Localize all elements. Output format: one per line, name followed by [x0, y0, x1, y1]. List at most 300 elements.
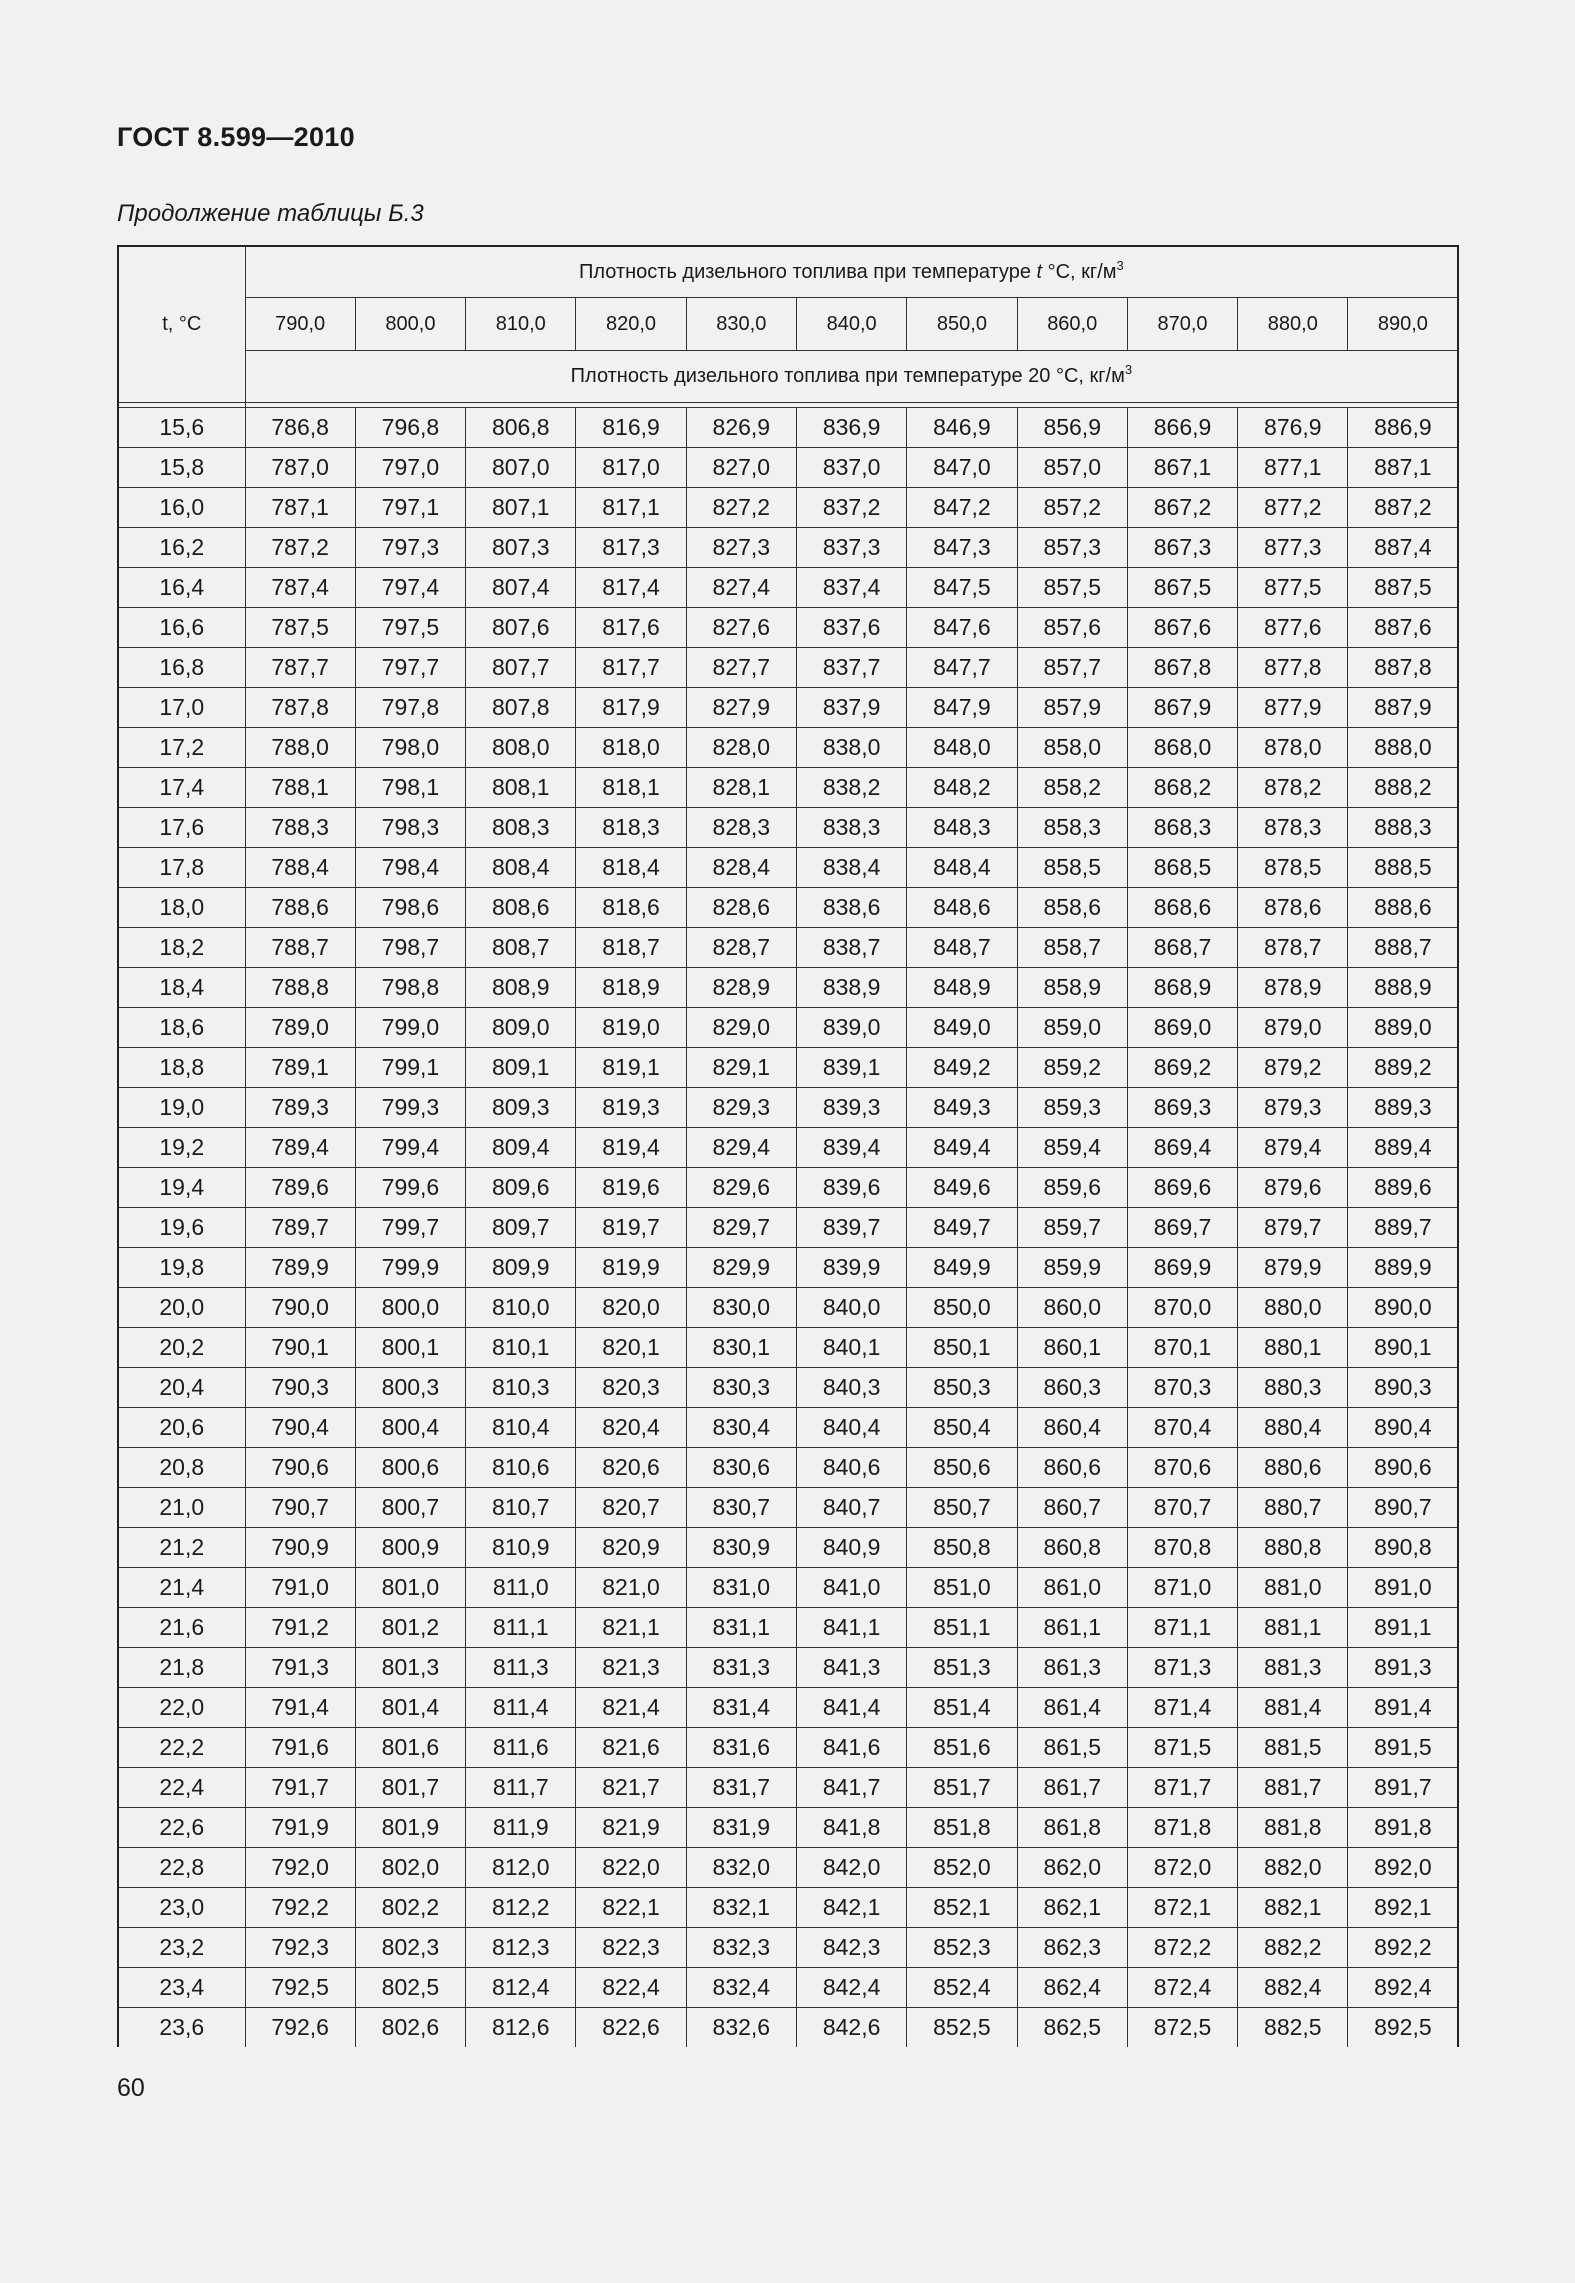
density-cell: 887,2: [1348, 488, 1458, 528]
density-cell: 862,5: [1017, 2008, 1127, 2048]
density-cell: 837,4: [796, 568, 906, 608]
density-cell: 822,0: [576, 1848, 686, 1888]
density-cell: 809,1: [466, 1048, 576, 1088]
density-cell: 818,4: [576, 848, 686, 888]
density-cell: 828,6: [686, 888, 796, 928]
table-row: [118, 848, 1458, 888]
temperature-cell: 17,8: [118, 848, 245, 888]
density-cell: 859,2: [1017, 1048, 1127, 1088]
density-cell: 849,2: [907, 1048, 1017, 1088]
density-cell: 892,1: [1348, 1888, 1458, 1928]
density-cell: 871,1: [1127, 1608, 1237, 1648]
density-cell: 882,5: [1238, 2008, 1348, 2048]
density-cell: 888,0: [1348, 728, 1458, 768]
density-cell: 821,6: [576, 1728, 686, 1768]
temperature-cell: 22,6: [118, 1808, 245, 1848]
density-cell: 860,1: [1017, 1328, 1127, 1368]
density-cell: 839,7: [796, 1208, 906, 1248]
density-cell: 821,0: [576, 1568, 686, 1608]
density-cell: 857,5: [1017, 568, 1127, 608]
density-cell: 821,9: [576, 1808, 686, 1848]
density-cell: 869,2: [1127, 1048, 1237, 1088]
temperature-cell: 18,8: [118, 1048, 245, 1088]
density-cell: 842,3: [796, 1928, 906, 1968]
density-cell: 798,7: [355, 928, 465, 968]
density-cell: 818,3: [576, 808, 686, 848]
density-cell: 802,3: [355, 1928, 465, 1968]
density-cell: 867,1: [1127, 448, 1237, 488]
density-cell: 817,4: [576, 568, 686, 608]
density-cell: 862,1: [1017, 1888, 1127, 1928]
density-cell: 870,8: [1127, 1528, 1237, 1568]
density-cell: 837,3: [796, 528, 906, 568]
density-cell: 860,6: [1017, 1448, 1127, 1488]
density-cell: 841,7: [796, 1768, 906, 1808]
density-cell: 817,7: [576, 648, 686, 688]
density-cell: 808,9: [466, 968, 576, 1008]
density-cell: 857,9: [1017, 688, 1127, 728]
table-row: [118, 1768, 1458, 1808]
density-cell: 869,9: [1127, 1248, 1237, 1288]
density-cell: 847,3: [907, 528, 1017, 568]
density-table: [117, 245, 1459, 2047]
density-cell: 787,4: [245, 568, 355, 608]
density-cell: 870,4: [1127, 1408, 1237, 1448]
density-cell: 821,7: [576, 1768, 686, 1808]
density-cell: 887,9: [1348, 688, 1458, 728]
table-row: [118, 2008, 1458, 2048]
density-cell: 850,4: [907, 1408, 1017, 1448]
density-cell: 799,6: [355, 1168, 465, 1208]
density-cell: 857,2: [1017, 488, 1127, 528]
density-cell: 839,6: [796, 1168, 906, 1208]
column-header: 790,0: [245, 298, 355, 351]
density-cell: 877,5: [1238, 568, 1348, 608]
density-cell: 797,3: [355, 528, 465, 568]
density-cell: 787,5: [245, 608, 355, 648]
density-cell: 811,9: [466, 1808, 576, 1848]
density-cell: 869,6: [1127, 1168, 1237, 1208]
density-cell: 811,6: [466, 1728, 576, 1768]
density-cell: 830,0: [686, 1288, 796, 1328]
density-cell: 799,4: [355, 1128, 465, 1168]
density-cell: 841,1: [796, 1608, 906, 1648]
density-cell: 827,4: [686, 568, 796, 608]
density-cell: 859,6: [1017, 1168, 1127, 1208]
density-cell: 798,3: [355, 808, 465, 848]
density-cell: 819,1: [576, 1048, 686, 1088]
density-cell: 877,9: [1238, 688, 1348, 728]
table-row: [118, 1288, 1458, 1328]
density-cell: 881,3: [1238, 1648, 1348, 1688]
density-cell: 858,7: [1017, 928, 1127, 968]
density-cell: 788,6: [245, 888, 355, 928]
density-cell: 797,5: [355, 608, 465, 648]
density-cell: 829,7: [686, 1208, 796, 1248]
density-cell: 829,6: [686, 1168, 796, 1208]
density-cell: 820,4: [576, 1408, 686, 1448]
density-cell: 888,6: [1348, 888, 1458, 928]
density-cell: 827,6: [686, 608, 796, 648]
density-cell: 791,0: [245, 1568, 355, 1608]
density-cell: 808,7: [466, 928, 576, 968]
density-cell: 889,7: [1348, 1208, 1458, 1248]
temperature-cell: 21,4: [118, 1568, 245, 1608]
table-row: [118, 1328, 1458, 1368]
density-cell: 840,1: [796, 1328, 906, 1368]
temperature-cell: 22,2: [118, 1728, 245, 1768]
density-cell: 831,3: [686, 1648, 796, 1688]
density-cell: 890,7: [1348, 1488, 1458, 1528]
density-cell: 852,4: [907, 1968, 1017, 2008]
density-cell: 787,7: [245, 648, 355, 688]
table-row: [118, 1128, 1458, 1168]
density-cell: 812,2: [466, 1888, 576, 1928]
density-cell: 876,9: [1238, 408, 1348, 448]
density-cell: 797,8: [355, 688, 465, 728]
density-cell: 871,7: [1127, 1768, 1237, 1808]
density-cell: 871,8: [1127, 1808, 1237, 1848]
density-cell: 840,9: [796, 1528, 906, 1568]
density-cell: 867,8: [1127, 648, 1237, 688]
density-cell: 817,0: [576, 448, 686, 488]
temperature-cell: 21,6: [118, 1608, 245, 1648]
density-cell: 792,6: [245, 2008, 355, 2048]
density-cell: 787,8: [245, 688, 355, 728]
density-cell: 811,1: [466, 1608, 576, 1648]
density-cell: 819,9: [576, 1248, 686, 1288]
density-cell: 791,7: [245, 1768, 355, 1808]
density-cell: 868,0: [1127, 728, 1237, 768]
density-cell: 850,3: [907, 1368, 1017, 1408]
density-cell: 808,3: [466, 808, 576, 848]
density-cell: 831,0: [686, 1568, 796, 1608]
density-cell: 832,0: [686, 1848, 796, 1888]
density-cell: 799,1: [355, 1048, 465, 1088]
density-cell: 789,1: [245, 1048, 355, 1088]
temperature-cell: 18,0: [118, 888, 245, 928]
density-cell: 817,3: [576, 528, 686, 568]
density-cell: 791,6: [245, 1728, 355, 1768]
table-body: [118, 408, 1458, 2048]
density-cell: 871,3: [1127, 1648, 1237, 1688]
table-row: [118, 968, 1458, 1008]
density-cell: 789,9: [245, 1248, 355, 1288]
density-cell: 809,3: [466, 1088, 576, 1128]
density-cell: 809,7: [466, 1208, 576, 1248]
density-cell: 878,6: [1238, 888, 1348, 928]
density-cell: 821,4: [576, 1688, 686, 1728]
density-cell: 848,6: [907, 888, 1017, 928]
density-cell: 869,7: [1127, 1208, 1237, 1248]
density-cell: 890,4: [1348, 1408, 1458, 1448]
density-cell: 878,7: [1238, 928, 1348, 968]
temperature-cell: 19,6: [118, 1208, 245, 1248]
density-cell: 818,9: [576, 968, 686, 1008]
density-cell: 890,6: [1348, 1448, 1458, 1488]
temperature-cell: 18,4: [118, 968, 245, 1008]
density-cell: 839,4: [796, 1128, 906, 1168]
temperature-cell: 17,6: [118, 808, 245, 848]
density-cell: 889,3: [1348, 1088, 1458, 1128]
density-cell: 841,0: [796, 1568, 906, 1608]
density-cell: 838,3: [796, 808, 906, 848]
temperature-cell: 17,4: [118, 768, 245, 808]
density-cell: 890,8: [1348, 1528, 1458, 1568]
density-cell: 847,7: [907, 648, 1017, 688]
density-cell: 811,3: [466, 1648, 576, 1688]
density-cell: 857,0: [1017, 448, 1127, 488]
table-row: [118, 1968, 1458, 2008]
density-cell: 789,0: [245, 1008, 355, 1048]
density-cell: 889,2: [1348, 1048, 1458, 1088]
density-cell: 891,1: [1348, 1608, 1458, 1648]
density-cell: 831,1: [686, 1608, 796, 1648]
density-cell: 819,6: [576, 1168, 686, 1208]
density-cell: 811,7: [466, 1768, 576, 1808]
density-cell: 880,4: [1238, 1408, 1348, 1448]
density-cell: 839,3: [796, 1088, 906, 1128]
density-cell: 790,9: [245, 1528, 355, 1568]
density-cell: 849,0: [907, 1008, 1017, 1048]
density-cell: 880,0: [1238, 1288, 1348, 1328]
temperature-cell: 23,0: [118, 1888, 245, 1928]
density-cell: 829,0: [686, 1008, 796, 1048]
density-cell: 868,7: [1127, 928, 1237, 968]
density-cell: 817,1: [576, 488, 686, 528]
density-cell: 879,0: [1238, 1008, 1348, 1048]
density-cell: 858,6: [1017, 888, 1127, 928]
density-cell: 859,9: [1017, 1248, 1127, 1288]
density-cell: 847,5: [907, 568, 1017, 608]
density-cell: 798,1: [355, 768, 465, 808]
table-row: [118, 1208, 1458, 1248]
density-cell: 858,2: [1017, 768, 1127, 808]
density-cell: 801,4: [355, 1688, 465, 1728]
density-cell: 830,3: [686, 1368, 796, 1408]
density-cell: 851,8: [907, 1808, 1017, 1848]
density-cell: 867,5: [1127, 568, 1237, 608]
density-cell: 878,0: [1238, 728, 1348, 768]
temperature-cell: 22,8: [118, 1848, 245, 1888]
density-cell: 830,9: [686, 1528, 796, 1568]
density-cell: 867,3: [1127, 528, 1237, 568]
density-cell: 822,6: [576, 2008, 686, 2048]
density-cell: 838,7: [796, 928, 906, 968]
density-cell: 796,8: [355, 408, 465, 448]
density-cell: 800,7: [355, 1488, 465, 1528]
density-cell: 872,0: [1127, 1848, 1237, 1888]
table-row: [118, 1688, 1458, 1728]
density-cell: 860,4: [1017, 1408, 1127, 1448]
density-cell: 812,6: [466, 2008, 576, 2048]
density-cell: 829,9: [686, 1248, 796, 1288]
density-cell: 837,7: [796, 648, 906, 688]
table-row: [118, 728, 1458, 768]
density-cell: 829,4: [686, 1128, 796, 1168]
density-cell: 789,4: [245, 1128, 355, 1168]
table-row: [118, 1168, 1458, 1208]
density-cell: 799,0: [355, 1008, 465, 1048]
density-cell: 790,0: [245, 1288, 355, 1328]
density-cell: 869,4: [1127, 1128, 1237, 1168]
density-cell: 858,0: [1017, 728, 1127, 768]
density-cell: 841,3: [796, 1648, 906, 1688]
density-cell: 837,9: [796, 688, 906, 728]
density-cell: 786,8: [245, 408, 355, 448]
table-row: [118, 1808, 1458, 1848]
density-cell: 848,7: [907, 928, 1017, 968]
density-cell: 787,1: [245, 488, 355, 528]
bottom-header: Плотность дизельного топлива при температуре 20 °С, $кг/м^3$: [245, 351, 1458, 403]
density-cell: 861,5: [1017, 1728, 1127, 1768]
temperature-cell: 16,0: [118, 488, 245, 528]
table-row: [118, 1848, 1458, 1888]
density-cell: 819,4: [576, 1128, 686, 1168]
table-row: [118, 608, 1458, 648]
density-cell: 889,0: [1348, 1008, 1458, 1048]
density-cell: 792,2: [245, 1888, 355, 1928]
density-cell: 870,3: [1127, 1368, 1237, 1408]
density-cell: 799,3: [355, 1088, 465, 1128]
density-cell: 820,3: [576, 1368, 686, 1408]
density-cell: 838,6: [796, 888, 906, 928]
density-cell: 870,6: [1127, 1448, 1237, 1488]
density-cell: 808,0: [466, 728, 576, 768]
density-cell: 791,2: [245, 1608, 355, 1648]
temperature-cell: 18,6: [118, 1008, 245, 1048]
density-cell: 872,1: [1127, 1888, 1237, 1928]
page-number: 60: [117, 2074, 145, 2102]
density-cell: 808,6: [466, 888, 576, 928]
density-cell: 791,4: [245, 1688, 355, 1728]
density-cell: 792,0: [245, 1848, 355, 1888]
density-cell: 821,1: [576, 1608, 686, 1648]
temperature-cell: 15,8: [118, 448, 245, 488]
density-cell: 837,6: [796, 608, 906, 648]
density-cell: 870,7: [1127, 1488, 1237, 1528]
table-row: [118, 448, 1458, 488]
density-cell: 810,1: [466, 1328, 576, 1368]
density-cell: 828,3: [686, 808, 796, 848]
density-cell: 886,9: [1348, 408, 1458, 448]
density-cell: 820,7: [576, 1488, 686, 1528]
density-cell: 847,9: [907, 688, 1017, 728]
density-cell: 880,1: [1238, 1328, 1348, 1368]
density-cell: 792,5: [245, 1968, 355, 2008]
table-row: [118, 928, 1458, 968]
density-cell: 880,7: [1238, 1488, 1348, 1528]
density-cell: 882,0: [1238, 1848, 1348, 1888]
density-cell: 887,8: [1348, 648, 1458, 688]
density-cell: 879,9: [1238, 1248, 1348, 1288]
density-cell: 860,8: [1017, 1528, 1127, 1568]
density-cell: 881,7: [1238, 1768, 1348, 1808]
density-cell: 811,0: [466, 1568, 576, 1608]
density-cell: 800,1: [355, 1328, 465, 1368]
table-row: [118, 1448, 1458, 1488]
density-cell: 860,7: [1017, 1488, 1127, 1528]
density-cell: 788,0: [245, 728, 355, 768]
temperature-cell: 19,2: [118, 1128, 245, 1168]
density-cell: 818,6: [576, 888, 686, 928]
density-cell: 820,0: [576, 1288, 686, 1328]
density-cell: 892,5: [1348, 2008, 1458, 2048]
density-cell: 890,1: [1348, 1328, 1458, 1368]
density-cell: 851,0: [907, 1568, 1017, 1608]
table-row: [118, 1408, 1458, 1448]
table-row: [118, 808, 1458, 848]
density-cell: 881,8: [1238, 1808, 1348, 1848]
column-header: 890,0: [1348, 298, 1458, 351]
temperature-cell: 16,6: [118, 608, 245, 648]
density-cell: 879,2: [1238, 1048, 1348, 1088]
density-cell: 831,9: [686, 1808, 796, 1848]
density-cell: 848,2: [907, 768, 1017, 808]
density-cell: 798,0: [355, 728, 465, 768]
table-caption: Продолжение таблицы Б.3: [117, 200, 424, 227]
density-cell: 789,3: [245, 1088, 355, 1128]
temperature-cell: 22,4: [118, 1768, 245, 1808]
density-cell: 859,0: [1017, 1008, 1127, 1048]
density-cell: 800,0: [355, 1288, 465, 1328]
density-cell: 852,1: [907, 1888, 1017, 1928]
column-header: 830,0: [686, 298, 796, 351]
density-cell: 799,9: [355, 1248, 465, 1288]
density-cell: 849,3: [907, 1088, 1017, 1128]
density-cell: 852,0: [907, 1848, 1017, 1888]
density-cell: 856,9: [1017, 408, 1127, 448]
table-row: [118, 1888, 1458, 1928]
density-cell: 790,6: [245, 1448, 355, 1488]
density-cell: 841,8: [796, 1808, 906, 1848]
density-cell: 878,3: [1238, 808, 1348, 848]
table-row: [118, 1488, 1458, 1528]
density-cell: 828,1: [686, 768, 796, 808]
temperature-cell: 17,0: [118, 688, 245, 728]
density-cell: 848,0: [907, 728, 1017, 768]
density-cell: 881,5: [1238, 1728, 1348, 1768]
density-cell: 868,9: [1127, 968, 1237, 1008]
density-cell: 868,2: [1127, 768, 1237, 808]
density-cell: 798,6: [355, 888, 465, 928]
density-cell: 839,9: [796, 1248, 906, 1288]
density-cell: 852,5: [907, 2008, 1017, 2048]
density-cell: 821,3: [576, 1648, 686, 1688]
column-header: 810,0: [466, 298, 576, 351]
density-cell: 891,7: [1348, 1768, 1458, 1808]
density-cell: 822,3: [576, 1928, 686, 1968]
temperature-cell: 23,2: [118, 1928, 245, 1968]
density-cell: 848,3: [907, 808, 1017, 848]
density-cell: 788,1: [245, 768, 355, 808]
density-cell: 882,1: [1238, 1888, 1348, 1928]
density-cell: 879,6: [1238, 1168, 1348, 1208]
temperature-cell: 21,2: [118, 1528, 245, 1568]
density-cell: 861,0: [1017, 1568, 1127, 1608]
density-cell: 888,7: [1348, 928, 1458, 968]
table-row: [118, 1248, 1458, 1288]
table-row: [118, 1648, 1458, 1688]
density-cell: 828,0: [686, 728, 796, 768]
density-cell: 788,4: [245, 848, 355, 888]
density-cell: 820,1: [576, 1328, 686, 1368]
table-row: [118, 1608, 1458, 1648]
density-cell: 849,7: [907, 1208, 1017, 1248]
temperature-cell: 20,2: [118, 1328, 245, 1368]
density-cell: 801,6: [355, 1728, 465, 1768]
density-cell: 830,6: [686, 1448, 796, 1488]
